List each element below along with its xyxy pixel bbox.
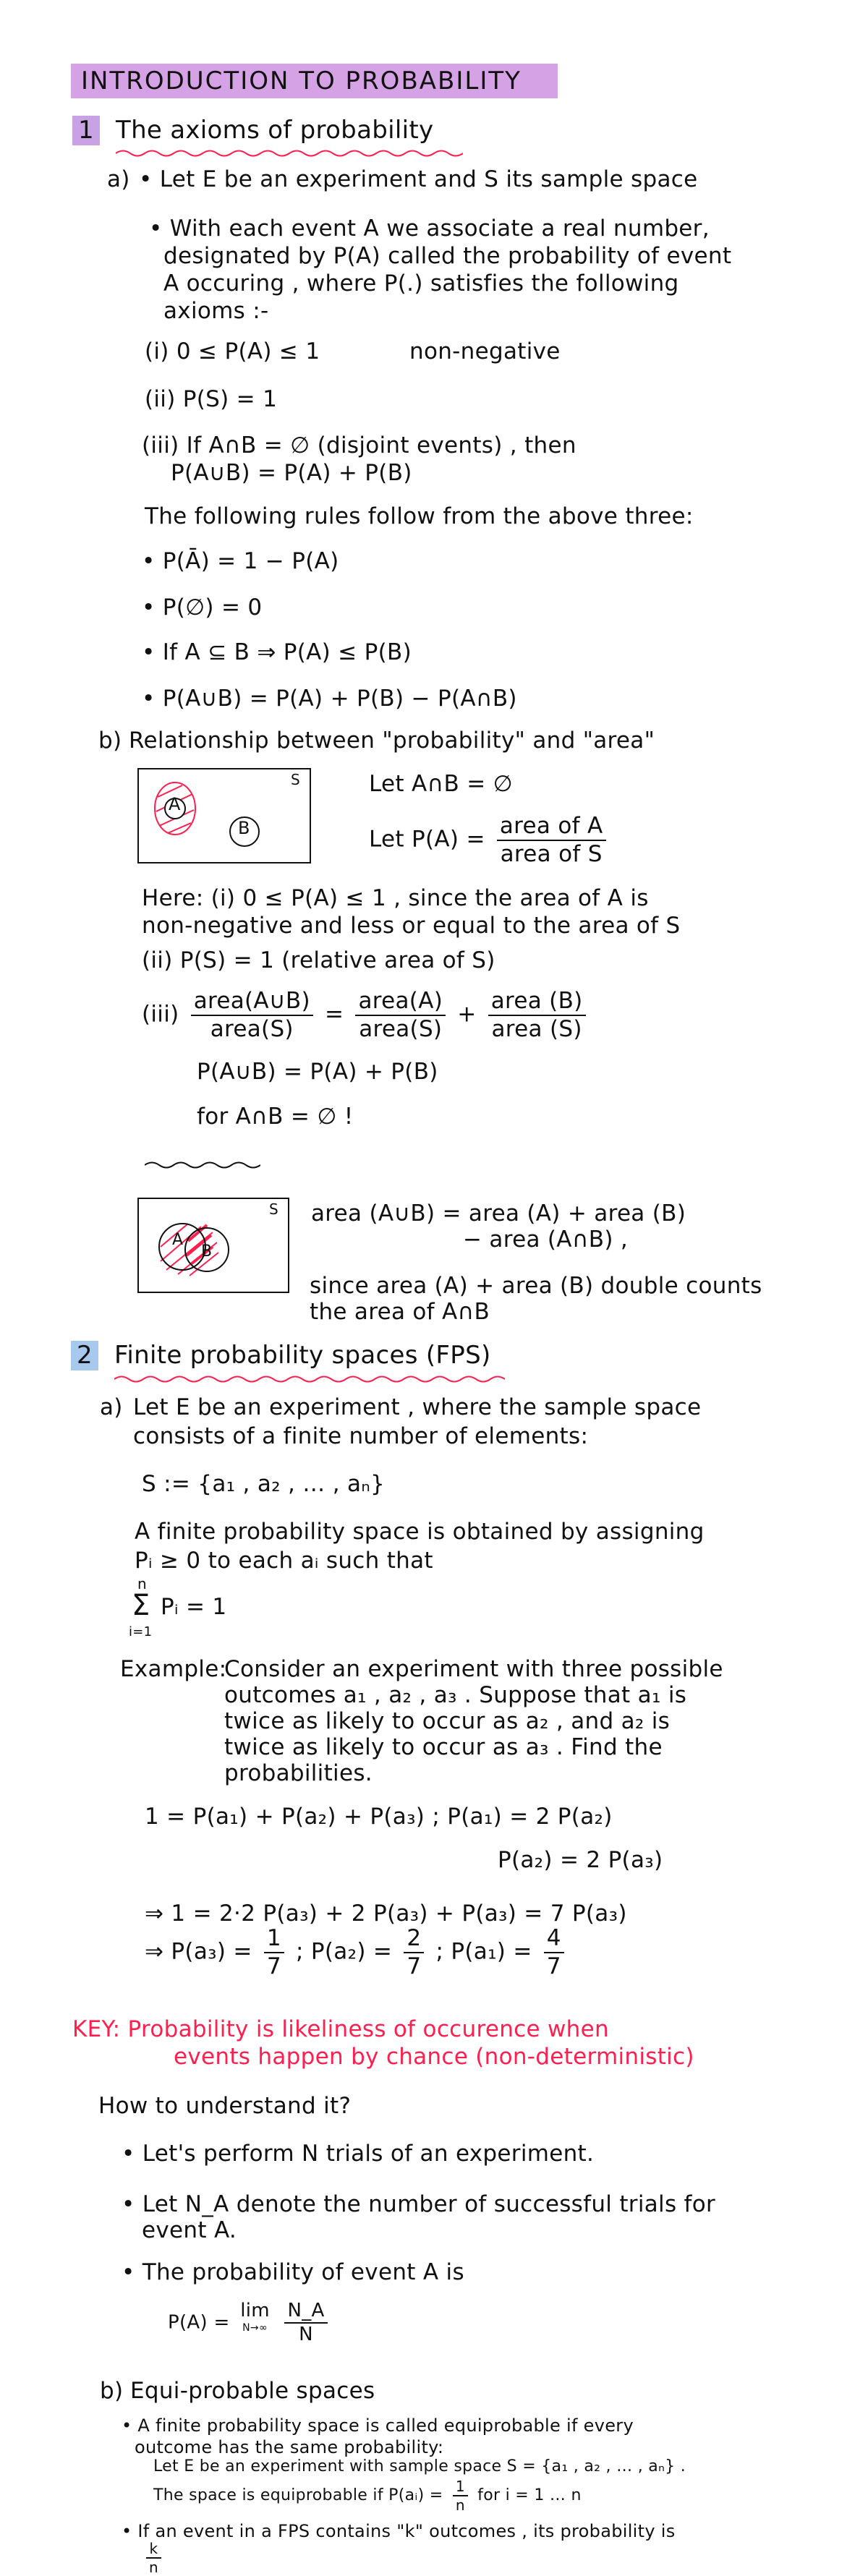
equiprobable-line-2: outcome has the same probability:	[135, 2437, 444, 2457]
area-fraction-num: area of A	[497, 813, 606, 841]
section-1-number: 1	[72, 116, 100, 145]
sec2-b-label: b)	[100, 2378, 124, 2404]
rule-4: • P(A∪B) = P(A) + P(B) − P(A∩B)	[142, 686, 517, 712]
here-iii	[142, 988, 590, 1043]
equiprobable-range: for i = 1 … n	[477, 2486, 582, 2504]
let-probability-lead: Let P(A) =	[369, 826, 485, 853]
eq4-mid-1: ; P(a₂) =	[296, 1938, 393, 1965]
equiprobable-last-line: • If an event in a FPS contains "k" outcomes , its probability is	[122, 2521, 676, 2541]
p-a3-den: 7	[266, 1953, 281, 1980]
sec2-a-line-2: consists of a finite number of elements:	[133, 1423, 589, 1449]
equation-3: ⇒ 1 = 2·2 P(a₃) + 2 P(a₃) + P(a₃) = 7 P(a₃)	[145, 1901, 627, 1927]
rule-1: • P(Ā) = 1 − P(A)	[142, 548, 339, 574]
area-formula-3: since area (A) + area (B) double counts	[310, 1273, 762, 1299]
limit-formula	[168, 2300, 332, 2346]
sum-sign: Σ	[132, 1589, 150, 1622]
p-a3-num: 1	[264, 1925, 284, 1953]
equiprobable-num: 1	[453, 2478, 468, 2496]
example-line-4: twice as likely to occur as a₃ . Find the	[224, 1734, 663, 1760]
example-line-3: twice as likely to occur as a₂ , and a₂ is	[224, 1708, 671, 1734]
p-a2-den: 7	[407, 1953, 422, 1980]
rule-2: • P(∅) = 0	[142, 594, 263, 620]
equation-1: 1 = P(a₁) + P(a₂) + P(a₃) ; P(a₁) = 2 P(a₂)	[145, 1804, 613, 1830]
equiprobable-line-4	[153, 2478, 582, 2514]
venn-1-label-s: S	[291, 771, 300, 788]
k-den: n	[149, 2559, 158, 2576]
union-formula: P(A∪B) = P(A) + P(B)	[197, 1059, 438, 1085]
let-disjoint: Let A∩B = ∅	[369, 771, 513, 797]
rules-intro: The following rules follow from the above three:	[145, 503, 694, 529]
sample-space-set: S := {a₁ , a₂ , … , aₙ}	[142, 1471, 386, 1497]
equiprobable-line-1: • A finite probability space is called equiprobable if every	[122, 2415, 634, 2436]
iii-plus: +	[457, 1001, 477, 1028]
iii-frac-a-num: area(A)	[355, 988, 446, 1016]
axiom-text-line-4: axioms :-	[163, 298, 269, 324]
limit-den: N	[299, 2324, 313, 2346]
iii-frac-union-den: area(S)	[210, 1016, 294, 1043]
page-title: INTRODUCTION TO PROBABILITY	[81, 67, 522, 95]
k-over-n	[146, 2540, 161, 2576]
area-fraction	[497, 813, 606, 868]
iii-frac-a-den: area(S)	[359, 1016, 443, 1043]
fps-line-2: Pᵢ ≥ 0 to each aᵢ such that	[135, 1548, 433, 1574]
p-a2-fraction	[404, 1925, 424, 1980]
axiom-text-line-2: designated by P(A) called the probability of event	[163, 243, 732, 269]
sec2-a-label: a)	[100, 1394, 123, 1420]
how-bullet-2b: event A.	[142, 2217, 237, 2243]
axiom-1: (i) 0 ≤ P(A) ≤ 1	[145, 338, 320, 364]
divider-squiggle	[145, 1160, 260, 1170]
rule-3: • If A ⊆ B ⇒ P(A) ≤ P(B)	[142, 639, 412, 665]
iii-frac-b	[488, 988, 586, 1043]
axiom-text-line-1: • With each event A we associate a real number,	[149, 216, 710, 242]
sec1-a-intro: • Let E be an experiment and S its sample space	[139, 166, 698, 192]
section-2-number: 2	[71, 1341, 98, 1370]
equiprobable-lead: The space is equiprobable if P(aᵢ) =	[153, 2486, 443, 2504]
venn-1-diagram	[137, 768, 311, 862]
axiom-text-line-3: A occuring , where P(.) satisfies the following	[163, 270, 679, 297]
key-line-2: events happen by chance (non-deterministic)	[174, 2044, 694, 2070]
venn-2-label-s: S	[269, 1200, 278, 1218]
sec1-b-heading: Relationship between "probability" and "area"	[129, 728, 655, 754]
axiom-3-line-2: P(A∪B) = P(A) + P(B)	[171, 460, 412, 486]
equiprobable-fraction	[453, 2478, 468, 2514]
k-over-n-fraction	[142, 2540, 166, 2576]
sum-upper: n	[137, 1575, 147, 1592]
how-bullet-3: • The probability of event A is	[122, 2259, 464, 2285]
example-label: Example:	[120, 1656, 227, 1682]
area-formula-2: − area (A∩B) ,	[463, 1227, 629, 1253]
limit-operator	[240, 2300, 270, 2334]
equiprobable-den: n	[455, 2496, 465, 2514]
section-2-heading: Finite probability spaces (FPS)	[114, 1341, 491, 1370]
here-line-1: Here: (i) 0 ≤ P(A) ≤ 1 , since the area of A is	[142, 885, 649, 911]
how-bullet-1: • Let's perform N trials of an experiment.	[122, 2141, 595, 2167]
example-line-1: Consider an experiment with three possible	[224, 1656, 723, 1682]
section-1-heading: The axioms of probability	[116, 116, 434, 145]
limit-lead: P(A) =	[168, 2311, 230, 2334]
key-line-1: KEY: Probability is likeliness of occurence when	[72, 2016, 609, 2042]
sec2-a-line-1: Let E be an experiment , where the sample space	[133, 1394, 702, 1420]
eq4-lead: ⇒ P(a₃) =	[145, 1938, 252, 1965]
equation-2: P(a₂) = 2 P(a₃)	[498, 1847, 663, 1873]
equiprobable-line-3: Let E be an experiment with sample space S = {a₁ , a₂ , … , aₙ} .	[153, 2457, 686, 2475]
here-iii-label: (iii)	[142, 1001, 179, 1028]
iii-frac-union	[191, 988, 313, 1043]
venn-1-label-b: B	[238, 818, 250, 838]
venn-2-label-b: B	[201, 1242, 213, 1261]
section-2-underline	[114, 1374, 505, 1384]
limit-fraction	[284, 2300, 327, 2346]
iii-frac-union-num: area(A∪B)	[191, 988, 313, 1016]
union-condition: for A∩B = ∅ !	[197, 1104, 354, 1130]
iii-frac-a	[355, 988, 446, 1043]
axiom-2: (ii) P(S) = 1	[145, 386, 278, 412]
sec1-a-label: a)	[107, 166, 130, 192]
area-formula-4: the area of A∩B	[310, 1299, 490, 1325]
venn-2-diagram	[137, 1198, 289, 1292]
let-probability-area	[369, 813, 610, 868]
p-a1-num: 4	[544, 1925, 564, 1953]
axiom-3-line-1: (iii) If A∩B = ∅ (disjoint events) , then	[142, 432, 576, 459]
p-a2-num: 2	[404, 1925, 424, 1953]
sec2-b-heading: Equi-probable spaces	[130, 2378, 375, 2404]
axiom-1-note: non-negative	[409, 338, 561, 364]
eq4-mid-2: ; P(a₁) =	[435, 1938, 532, 1965]
here-ii: (ii) P(S) = 1 (relative area of S)	[142, 947, 495, 973]
iii-frac-b-den: area (S)	[491, 1016, 582, 1043]
limit-subscript: N→∞	[242, 2322, 268, 2334]
fps-line-1: A finite probability space is obtained by assigning	[135, 1519, 705, 1545]
limit-num: N_A	[284, 2300, 327, 2324]
venn-1-label-a: A	[169, 794, 181, 814]
k-num: k	[146, 2540, 161, 2559]
sec1-b-label: b)	[98, 728, 122, 754]
section-1-underline	[116, 148, 463, 158]
p-a1-den: 7	[546, 1953, 561, 1980]
iii-frac-b-num: area (B)	[488, 988, 586, 1016]
here-line-2: non-negative and less or equal to the area of S	[142, 913, 681, 939]
sum-lower: i=1	[129, 1624, 153, 1639]
area-formula-1: area (A∪B) = area (A) + area (B)	[311, 1200, 686, 1227]
example-line-5: probabilities.	[224, 1760, 373, 1786]
sum-expression: Pᵢ = 1	[161, 1594, 227, 1620]
equation-4	[145, 1925, 569, 1980]
limit-word: lim	[240, 2300, 270, 2321]
how-bullet-2: • Let N_A denote the number of successful trials for	[122, 2191, 716, 2217]
area-fraction-den: area of S	[500, 841, 603, 868]
example-line-2: outcomes a₁ , a₂ , a₃ . Suppose that a₁ is	[224, 1682, 687, 1708]
p-a3-fraction	[264, 1925, 284, 1980]
how-heading: How to understand it?	[98, 2093, 352, 2119]
venn-2-label-a: A	[172, 1231, 184, 1249]
p-a1-fraction	[544, 1925, 564, 1980]
iii-equals: =	[325, 1001, 344, 1028]
